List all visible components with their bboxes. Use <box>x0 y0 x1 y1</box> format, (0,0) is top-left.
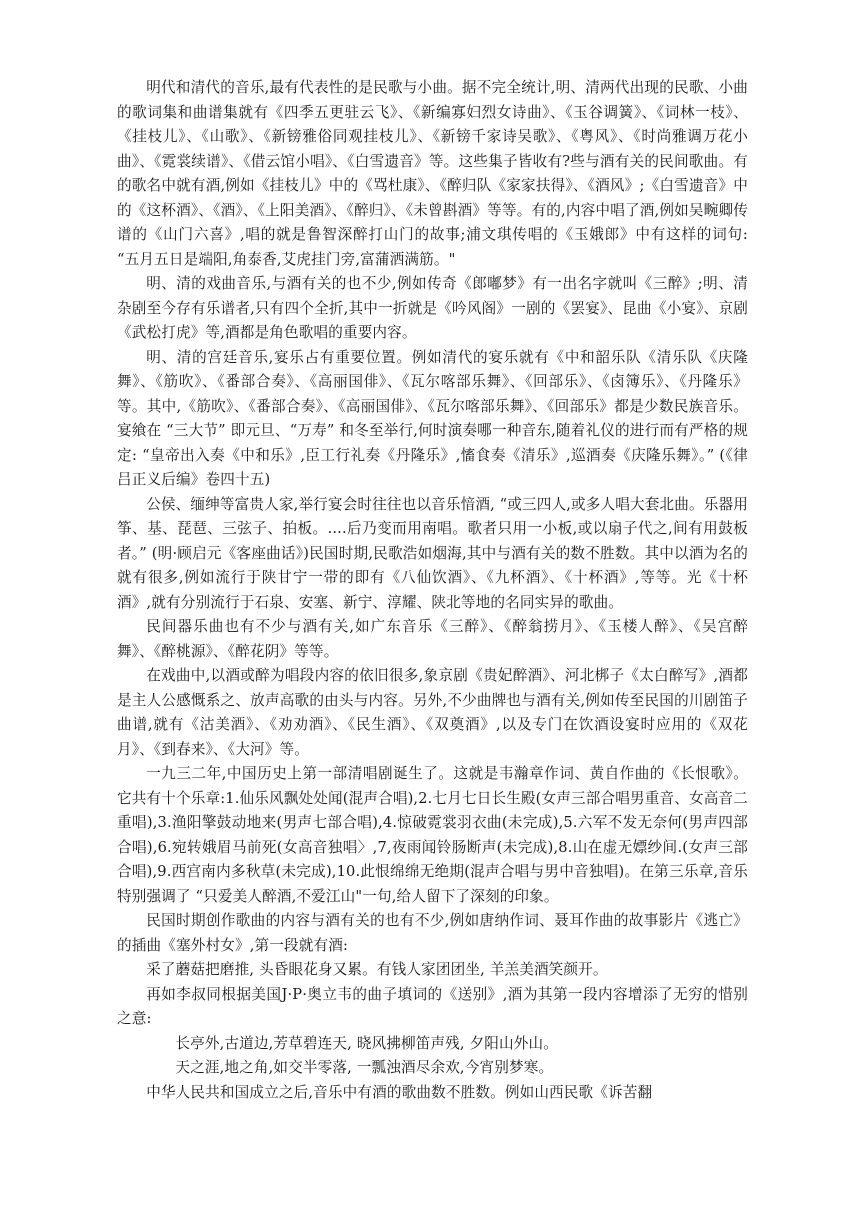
verse-saiwai-cunnv: 采了蘑菇把磨推, 头昏眼花身又累。有钱人家团团坐, 羊羔美酒笑颜开。 <box>146 961 608 978</box>
paragraph-folk-instrumental: 民间器乐曲也有不少与酒有关,如广东音乐《三醉》、《醉翁捞月》、《玉楼人醉》、《吴宫醉舞》、《醉桃源》、《醉花阴》等等。 <box>117 618 748 660</box>
paragraph-opera-arias: 在戏曲中,以酒或醉为唱段内容的依旧很多,象京剧《贵妃醉酒》、河北梆子《太白醉写》,酒都是主人公感慨系之、放声高歌的由头与内容。另外,不少曲牌也与酒有关,例如传至民国的川剧笛子曲谱,就有《沽美酒》、《劝劝酒》、《民生酒》、《双奠酒》,以及专门在饮酒设宴时应用的《双花月》、《到春来》、《大河》等。 <box>117 667 748 758</box>
paragraph-court-music: 明、清的宫廷音乐,宴乐占有重要位置。例如清代的宴乐就有《中和韶乐队《清乐队《庆隆舞》、《筋吹》、《番部合奏》、《高丽国俳》、《瓦尔喀部乐舞》、《回部乐》、《卤簿乐》、《丹隆乐》等。其中,《筋吹》、《番部合奏》、《高丽国俳》、《瓦尔喀部乐舞》、《回部乐》都是少数民族音乐。宴飨在 “三大节” 即元旦、“万寿” 和冬至举行,何时演奏哪一种音东,随着礼仪的进行而有严格的规定: “皇帝出入奏《中和乐》,臣工行礼奏《丹隆乐》,慉食奏《清乐》,巡酒奏《庆隆乐舞》。” (《律吕正义后编》卷四十五) <box>117 348 748 488</box>
paragraph-republic-songs: 民国时期创作歌曲的内容与酒有关的也有不少,例如唐纳作词、聂耳作曲的故事影片《逃亡》的插曲《塞外村女》,第一段就有酒: <box>117 912 748 954</box>
paragraph-changhen-ge: 一九三二年,中国历史上第一部清唱剧诞生了。这就是韦瀚章作词、黄自作曲的《长恨歌》。它共有十个乐章:1.仙乐风飘处处闻(混声合唱),2.七月七日长生殿(女声三部合唱男重音、女高音二重唱),3.渔阳擎鼓动地来(男声七部合唱),4.惊破霓裳羽衣曲(未完成),5.六军不发无奈何(男声四部合唱),6.宛转娥眉马前死(女高音独唱〉,7,夜雨闻铃肠断声(未完成),8.山在虚无嫖纱间.(女声三部合唱),9.西宫南内多秋草(未完成),10.此恨绵绵无绝期(混声合唱与男中音独唱)。在第三乐章,音乐特别强调了 “只爱美人醉酒,不爱江山"一句,给人留下了深刻的印象。 <box>117 765 748 905</box>
paragraph-songbie-intro: 再如李叔同根据美国J·P·奥立韦的曲子填词的《送别》,酒为其第一段内容增添了无穷的惜别之意: <box>117 985 748 1027</box>
paragraph-prc-songs: 中华人民共和国成立之后,音乐中有酒的歌曲数不胜数。例如山西民歌《诉苦翻 <box>146 1083 653 1101</box>
verse-songbie-line-1: 长亭外,古道边,芳草碧连天, 晓风拂柳笛声残, 夕阳山外山。 <box>175 1034 558 1052</box>
paragraph-aristocrat-banquets: 公侯、缅绅等富贵人家,举行宴会时往往也以音乐愔酒, “或三四人,或多人唱大套北曲。乐器用筝、基、琵琶、三弦子、拍板。....后乃变而用南唱。歌者只用一小板,或以扇子代之,间有用鼓板者。” (明·顾启元《客座曲话》)民国时期,民歌浩如烟海,其中与酒有关的数不胜数。其中以酒为名的就有很多,例如流行于陕甘宁一带的即有《八仙饮酒》、《九杯酒》、《十杯酒》,等等。光《十杯酒》,就有分别流行于石泉、安塞、新宁、淳耀、陕北等地的名同实异的歌曲。 <box>117 495 748 611</box>
paragraph-opera-music: 明、清的戏曲音乐,与酒有关的也不少,例如传奇《郎嘟梦》有一出名字就叫《三醉》;明、清杂剧至今存有乐谱者,只有四个全折,其中一折就是《吟风阁》一剧的《罢宴》、昆曲《小宴》、京剧《武松打虎》等,酒都是角色歌唱的重要内容。 <box>117 275 748 341</box>
verse-songbie-line-2: 天之涯,地之角,如交半零落, 一瓢浊酒尽余欢,今宵别梦寒。 <box>175 1059 554 1076</box>
paragraph-ming-qing-folk-songs: 明代和清代的音乐,最有代表性的是民歌与小曲。据不完全统计,明、清两代出现的民歌、小曲的歌词集和曲谱集就有《四季五更驻云飞》、《新编寡妇烈女诗曲》、《玉谷调簧》、《词林一枝》、《挂枝儿》、《山歌》、《新镑雅俗同观挂枝儿》、《新镑千家诗吴歌》、《粤风》、《时尚雅调万花小曲》、《霓裳续谱》、《借云馆小唱》、《白雪遗音》等。这些集子皆收有?些与酒有关的民间歌曲。有的歌名中就有酒,例如《挂枝儿》中的《骂杜康》、《醉归队《家家扶得》、《酒风》;《白雪遗音》中的《这杯酒》、《酒》、《上阳美酒》、《醉归》、《未曾斟酒》等等。有的,内容中唱了酒,例如吴畹卿传谱的《山门六喜》,唱的就是鲁智深醉打山门的故事;浦文琪传唱的《玉娥郎》中有这样的词句: “五月五日是端阳,角泰香,艾虎挂门旁,富蒲洒满筋。" <box>117 79 748 268</box>
